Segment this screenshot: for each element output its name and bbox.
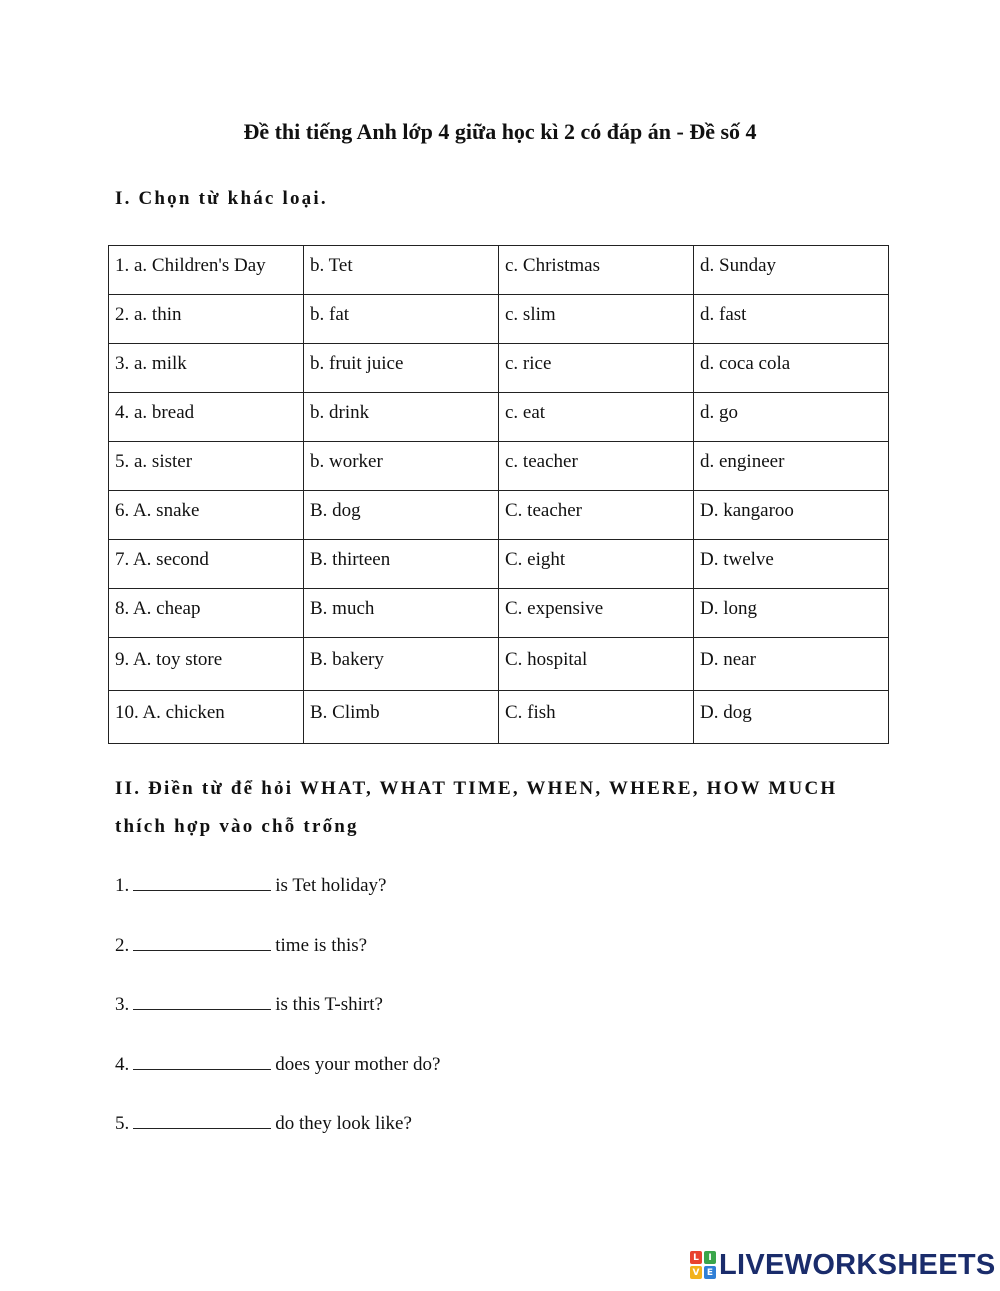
question-text: time is this? — [275, 934, 368, 956]
section-1-heading: I. Chọn từ khác loại. — [115, 188, 328, 209]
option-cell: D. dog — [694, 691, 889, 744]
option-cell: b. fat — [304, 295, 499, 344]
option-cell: B. dog — [304, 491, 499, 540]
logo-tile: L — [690, 1251, 702, 1264]
option-cell: B. Climb — [304, 691, 499, 744]
option-cell: B. bakery — [304, 638, 499, 691]
table-row — [109, 491, 889, 540]
option-cell: B. thirteen — [304, 540, 499, 589]
option-cell: c. teacher — [499, 442, 694, 491]
item-number: 1. — [115, 875, 130, 896]
option-cell: 4. a. bread — [109, 393, 304, 442]
option-cell: b. worker — [304, 442, 499, 491]
section-2-heading: II. Điền từ để hỏi WHAT, WHAT TIME, WHEN, WHERE, HOW MUCH thích hợp vào chỗ trống — [115, 778, 838, 837]
option-cell: 8. A. cheap — [109, 589, 304, 638]
table-row — [109, 638, 889, 691]
option-cell: C. expensive — [499, 589, 694, 638]
answer-blank[interactable] — [133, 1049, 271, 1070]
option-cell: C. fish — [499, 691, 694, 744]
option-cell: D. kangaroo — [694, 491, 889, 540]
fill-item — [115, 1049, 440, 1109]
question-text: is this T-shirt? — [275, 994, 383, 1015]
option-cell: 1. a. Children's Day — [109, 246, 304, 295]
fill-item — [115, 930, 440, 990]
option-cell: C. hospital — [499, 638, 694, 691]
option-cell: B. much — [304, 589, 499, 638]
option-cell: d. engineer — [694, 442, 889, 491]
fill-item — [115, 870, 440, 930]
item-number: 3. — [115, 994, 130, 1015]
item-number: 5. — [115, 1113, 130, 1134]
option-cell: D. long — [694, 589, 889, 638]
logo-tile: V — [690, 1266, 702, 1279]
option-cell: d. go — [694, 393, 889, 442]
answer-blank[interactable] — [133, 930, 271, 951]
fill-in-list — [115, 870, 440, 1168]
option-cell: c. rice — [499, 344, 694, 393]
option-cell: D. near — [694, 638, 889, 691]
answer-blank[interactable] — [133, 1108, 271, 1129]
item-number: 4. — [115, 1053, 130, 1075]
page-title: Đề thi tiếng Anh lớp 4 giữa học kì 2 có đáp án - Đề số 4 — [243, 119, 757, 144]
answer-blank[interactable] — [133, 870, 271, 891]
option-cell: 7. A. second — [109, 540, 304, 589]
option-cell: d. fast — [694, 295, 889, 344]
table-row — [109, 691, 889, 744]
table-row — [109, 344, 889, 393]
question-text: does your mother do? — [275, 1053, 441, 1075]
option-cell: 5. a. sister — [109, 442, 304, 491]
option-cell: b. fruit juice — [304, 344, 499, 393]
option-cell: c. eat — [499, 393, 694, 442]
option-cell: d. Sunday — [694, 246, 889, 295]
item-number: 2. — [115, 934, 130, 956]
odd-one-out-table — [108, 245, 889, 744]
table-row — [109, 295, 889, 344]
table-row — [109, 246, 889, 295]
option-cell: b. Tet — [304, 246, 499, 295]
answer-blank[interactable] — [133, 989, 271, 1010]
logo-tile: I — [704, 1251, 716, 1264]
liveworksheets-logo-icon — [690, 1251, 716, 1279]
table-row — [109, 393, 889, 442]
option-cell: D. twelve — [694, 540, 889, 589]
logo-tile: E — [704, 1266, 716, 1279]
liveworksheets-brand — [690, 1248, 996, 1282]
question-text: do they look like? — [275, 1113, 412, 1134]
question-text: is Tet holiday? — [275, 875, 387, 896]
option-cell: b. drink — [304, 393, 499, 442]
option-cell: 9. A. toy store — [109, 638, 304, 691]
option-cell: 3. a. milk — [109, 344, 304, 393]
table-row — [109, 540, 889, 589]
table-row — [109, 589, 889, 638]
option-cell: d. coca cola — [694, 344, 889, 393]
brand-name: LIVEWORKSHEETS — [719, 1249, 996, 1281]
option-cell: 6. A. snake — [109, 491, 304, 540]
option-cell: 10. A. chicken — [109, 691, 304, 744]
table-row — [109, 442, 889, 491]
option-cell: 2. a. thin — [109, 295, 304, 344]
option-cell: c. slim — [499, 295, 694, 344]
option-cell: C. eight — [499, 540, 694, 589]
option-cell: c. Christmas — [499, 246, 694, 295]
option-cell: C. teacher — [499, 491, 694, 540]
fill-item — [115, 1108, 440, 1168]
fill-item — [115, 989, 440, 1049]
